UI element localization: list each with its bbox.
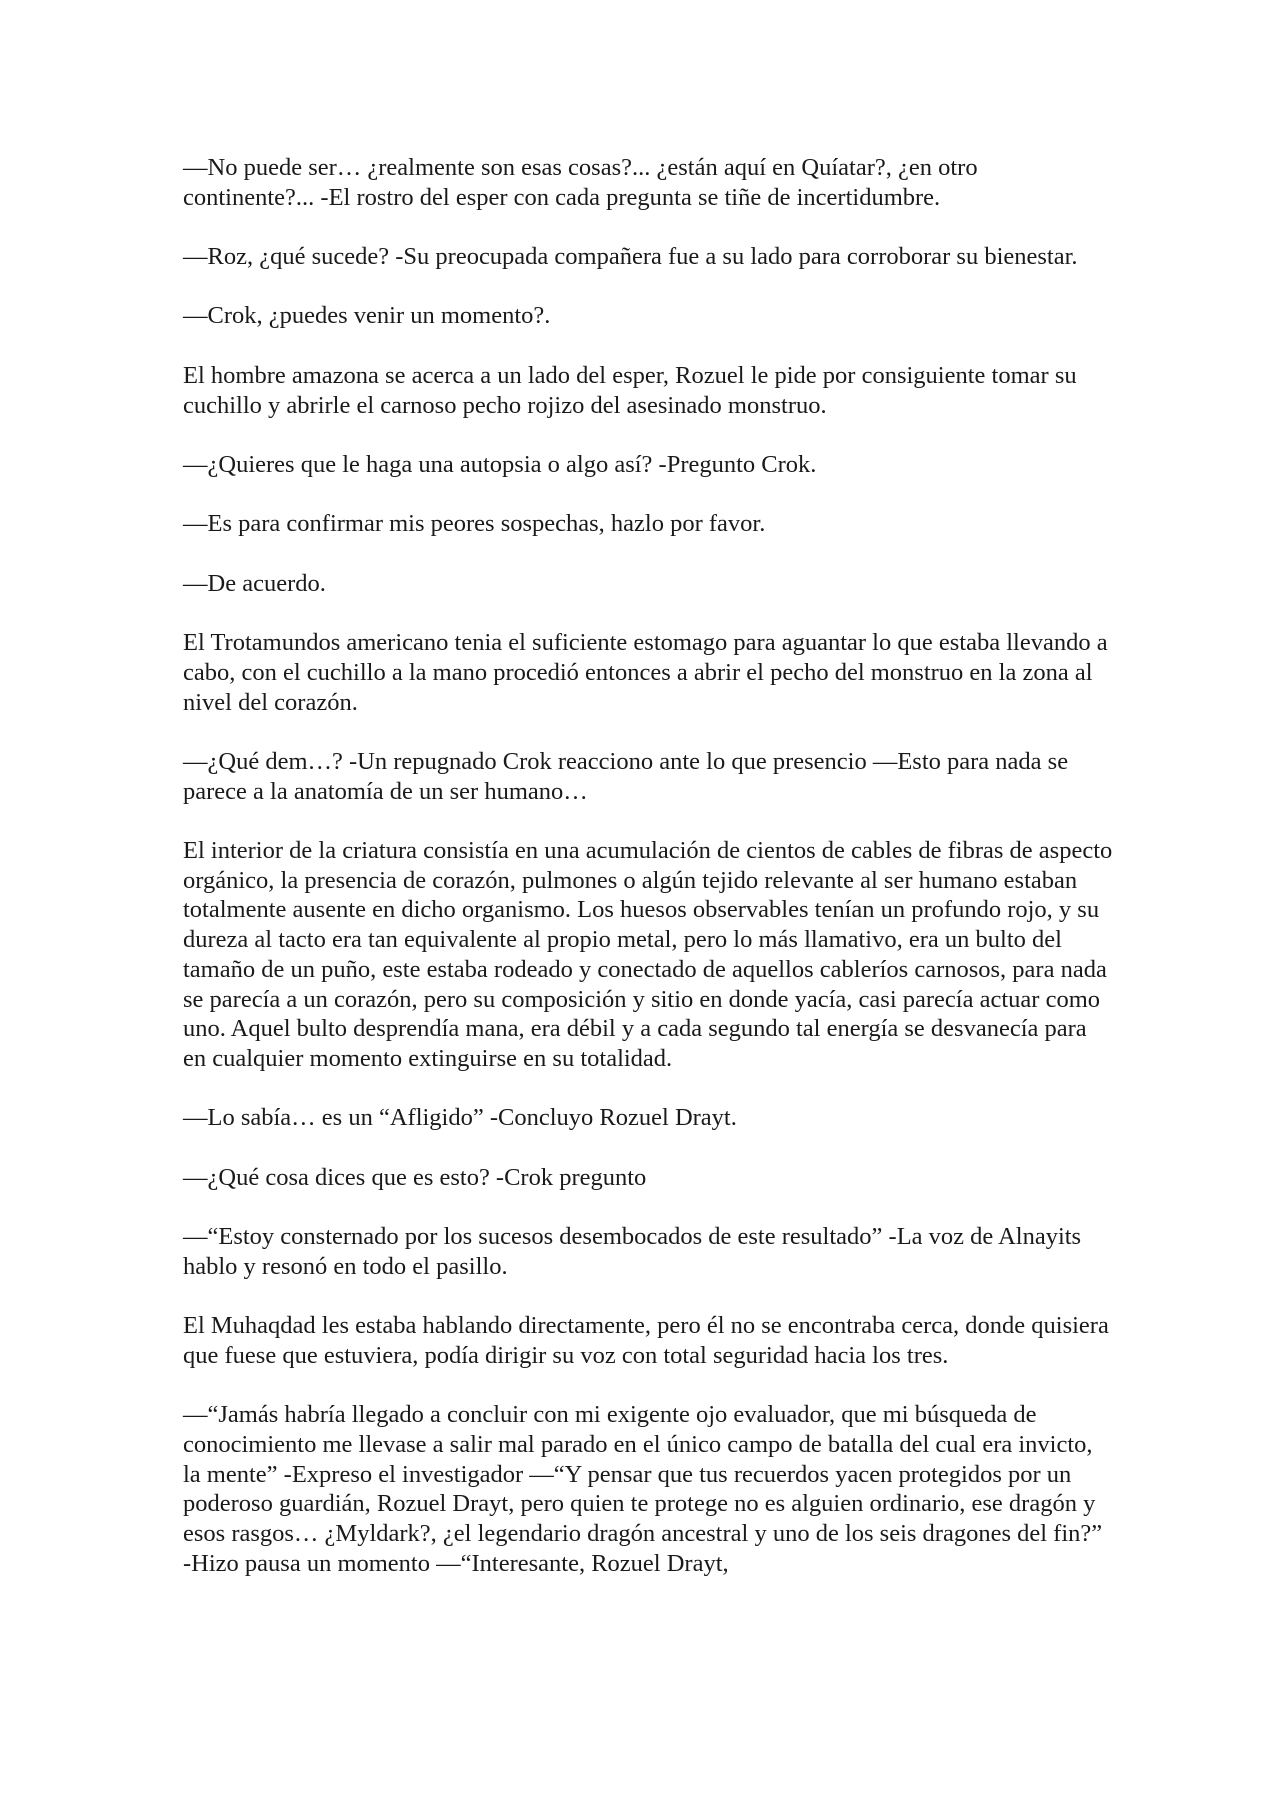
document-page (183, 153, 1113, 1608)
paragraph: —Crok, ¿puedes venir un momento?. (183, 302, 551, 330)
paragraph: —No puede ser… ¿realmente son esas cosas?... ¿están aquí en Quíatar?, ¿en otro continente?... -El rostro del esper con cada pregunta se tiñe de incertidumbre. (183, 154, 978, 211)
paragraph: El Trotamundos americano tenia el suficiente estomago para aguantar lo que estaba llevando a cabo, con el cuchillo a la mano procedió entonces a abrir el pecho del monstruo en la zona al nivel del corazón. (183, 629, 1108, 716)
paragraph: —Roz, ¿qué sucede? -Su preocupada compañera fue a su lado para corroborar su bienestar. (183, 243, 1078, 271)
paragraph: —“Estoy consternado por los sucesos desembocados de este resultado” -La voz de Alnayits hablo y resonó en todo el pasillo. (183, 1223, 1082, 1280)
paragraph: —De acuerdo. (183, 569, 326, 597)
paragraph: —“Jamás habría llegado a concluir con mi exigente ojo evaluador, que mi búsqueda de conocimiento me llevase a salir mal parado en el único campo de batalla del cual era invicto, la mente” -Expreso el investigador —“Y pensar que tus recuerdos yacen protegidos por un poderoso guardián, Rozuel Drayt, pero quien te protege no es alguien ordinario, ese dragón y esos rasgos… ¿Myldark?, ¿el legendario dragón ancestral y uno de los seis dragones del fin?” -Hizo pausa un momento —“Interesante, Rozuel Drayt, (183, 1401, 1103, 1577)
paragraph: —Es para confirmar mis peores sospechas, hazlo por favor. (183, 510, 766, 538)
paragraph: —¿Qué cosa dices que es esto? -Crok pregunto (183, 1163, 647, 1191)
paragraph: El hombre amazona se acerca a un lado del esper, Rozuel le pide por consiguiente tomar su cuchillo y abrirle el carnoso pecho rojizo del asesinado monstruo. (183, 361, 1077, 419)
paragraph: El interior de la criatura consistía en una acumulación de cientos de cables de fibras de aspecto orgánico, la presencia de corazón, pulmones o algún tejido relevante al ser humano estaban totalmente ausente en dicho organismo. Los huesos observables tenían un profundo rojo, y su dureza al tacto era tan equivalente al propio metal, pero lo más llamativo, era un bulto del tamaño de un puño, este estaba rodeado y conectado de aquellos cableríos carnosos, para nada se parecía a un corazón, pero su composición y sitio en donde yacía, casi parecía actuar como uno. Aquel bulto desprendía mana, era débil y a cada segundo tal energía se desvanecía para en cualquier momento extinguirse en su totalidad. (183, 837, 1113, 1072)
paragraph: —¿Qué dem…? -Un repugnado Crok reacciono ante lo que presencio —Esto para nada se parece a la anatomía de un ser humano… (183, 747, 1069, 805)
paragraph: El Muhaqdad les estaba hablando directamente, pero él no se encontraba cerca, donde quisiera que fuese que estuviera, podía dirigir su voz con total seguridad hacia los tres. (183, 1312, 1109, 1369)
paragraph: —¿Quieres que le haga una autopsia o algo así? -Pregunto Crok. (183, 450, 817, 478)
paragraph: —Lo sabía… es un “Afligido” -Concluyo Rozuel Drayt. (183, 1104, 737, 1132)
